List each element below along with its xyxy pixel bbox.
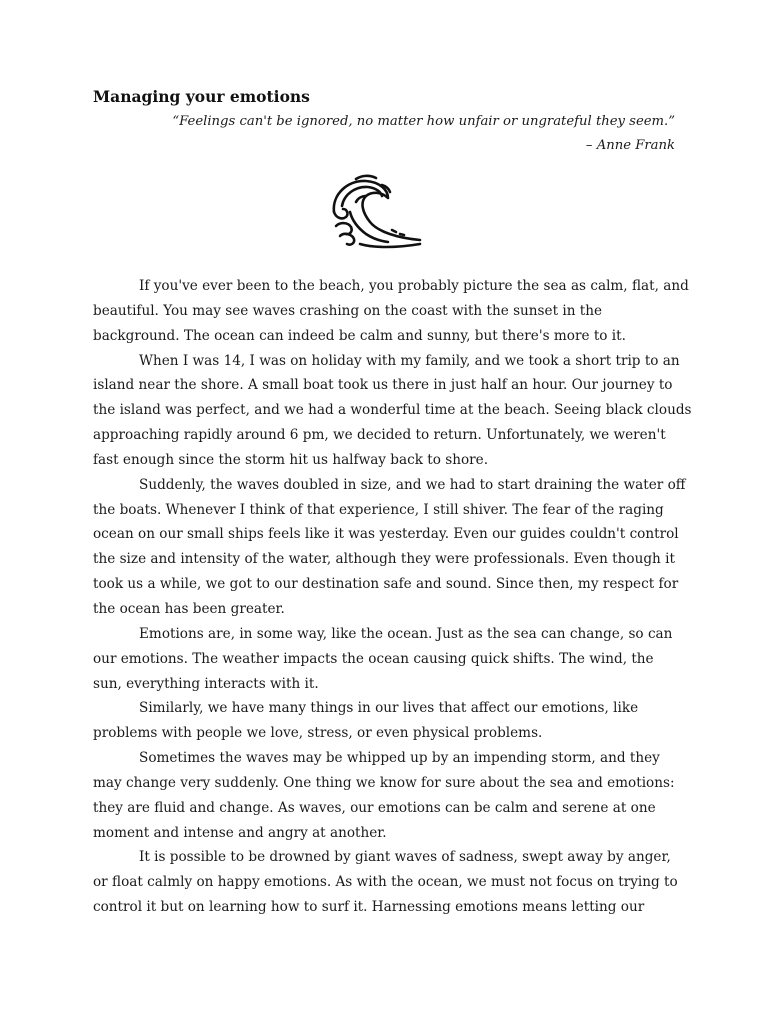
- paragraph-line: fast enough since the storm hit us halfway back to shore.: [93, 451, 489, 468]
- paragraph-line: Similarly, we have many things in our lives that affect our emotions, like: [139, 700, 639, 717]
- body-paragraph: [93, 473, 686, 622]
- body-paragraph: [93, 696, 675, 746]
- body-paragraph: [93, 349, 692, 473]
- page-title: Managing your emotions: [93, 87, 310, 106]
- paragraph-line: Suddenly, the waves doubled in size, and we had to start draining the water off: [139, 476, 686, 493]
- paragraph-line: approaching rapidly around 6 pm, we decided to return. Unfortunately, we weren't: [93, 427, 666, 444]
- wave-illustration: [93, 172, 675, 260]
- epigraph-quote: “Feelings can't be ignored, no matter how unfair or ungrateful they seem.”: [172, 114, 675, 129]
- body-paragraph: [93, 845, 678, 920]
- paragraph-line: background. The ocean can indeed be calm and sunny, but there's more to it.: [93, 327, 626, 344]
- article-body: [93, 274, 692, 920]
- paragraph-line: the size and intensity of the water, although they were professionals. Even though it: [93, 551, 675, 568]
- paragraph-line: the ocean has been greater.: [93, 600, 285, 617]
- paragraph-line: the island was perfect, and we had a wonderful time at the beach. Seeing black clouds: [93, 402, 692, 419]
- body-paragraph: [93, 746, 675, 845]
- paragraph-line: sun, everything interacts with it.: [93, 675, 319, 692]
- paragraph-line: When I was 14, I was on holiday with my family, and we took a short trip to an: [139, 352, 680, 369]
- body-paragraph: [93, 622, 675, 697]
- paragraph-line: or float calmly on happy emotions. As with the ocean, we must not focus on trying to: [93, 874, 678, 891]
- paragraph-line: control it but on learning how to surf it. Harnessing emotions means letting our: [93, 899, 645, 916]
- paragraph-line: Sometimes the waves may be whipped up by an impending storm, and they: [139, 750, 660, 767]
- ocean-wave-icon: [326, 172, 426, 252]
- body-paragraph: [93, 274, 689, 349]
- paragraph-line: ocean on our small ships feels like it was yesterday. Even our guides couldn't control: [93, 526, 679, 543]
- epigraph-attribution: – Anne Frank: [585, 138, 675, 153]
- paragraph-line: Emotions are, in some way, like the ocean. Just as the sea can change, so can: [139, 625, 673, 642]
- paragraph-line: moment and intense and angry at another.: [93, 824, 387, 841]
- paragraph-line: beautiful. You may see waves crashing on the coast with the sunset in the: [93, 302, 603, 319]
- paragraph-line: may change very suddenly. One thing we know for sure about the sea and emotions:: [93, 774, 675, 791]
- paragraph-line: If you've ever been to the beach, you probably picture the sea as calm, flat, and: [139, 278, 689, 294]
- paragraph-line: our emotions. The weather impacts the ocean causing quick shifts. The wind, the: [93, 650, 654, 667]
- paragraph-line: It is possible to be drowned by giant waves of sadness, swept away by anger,: [139, 849, 671, 866]
- paragraph-line: island near the shore. A small boat took us there in just half an hour. Our journey to: [93, 377, 673, 394]
- paragraph-line: problems with people we love, stress, or even physical problems.: [93, 725, 543, 742]
- document-page: [93, 86, 692, 920]
- paragraph-line: took us a while, we got to our destination safe and sound. Since then, my respect for: [93, 576, 679, 593]
- paragraph-line: they are fluid and change. As waves, our emotions can be calm and serene at one: [93, 799, 656, 816]
- paragraph-line: the boats. Whenever I think of that experience, I still shiver. The fear of the raging: [93, 501, 664, 518]
